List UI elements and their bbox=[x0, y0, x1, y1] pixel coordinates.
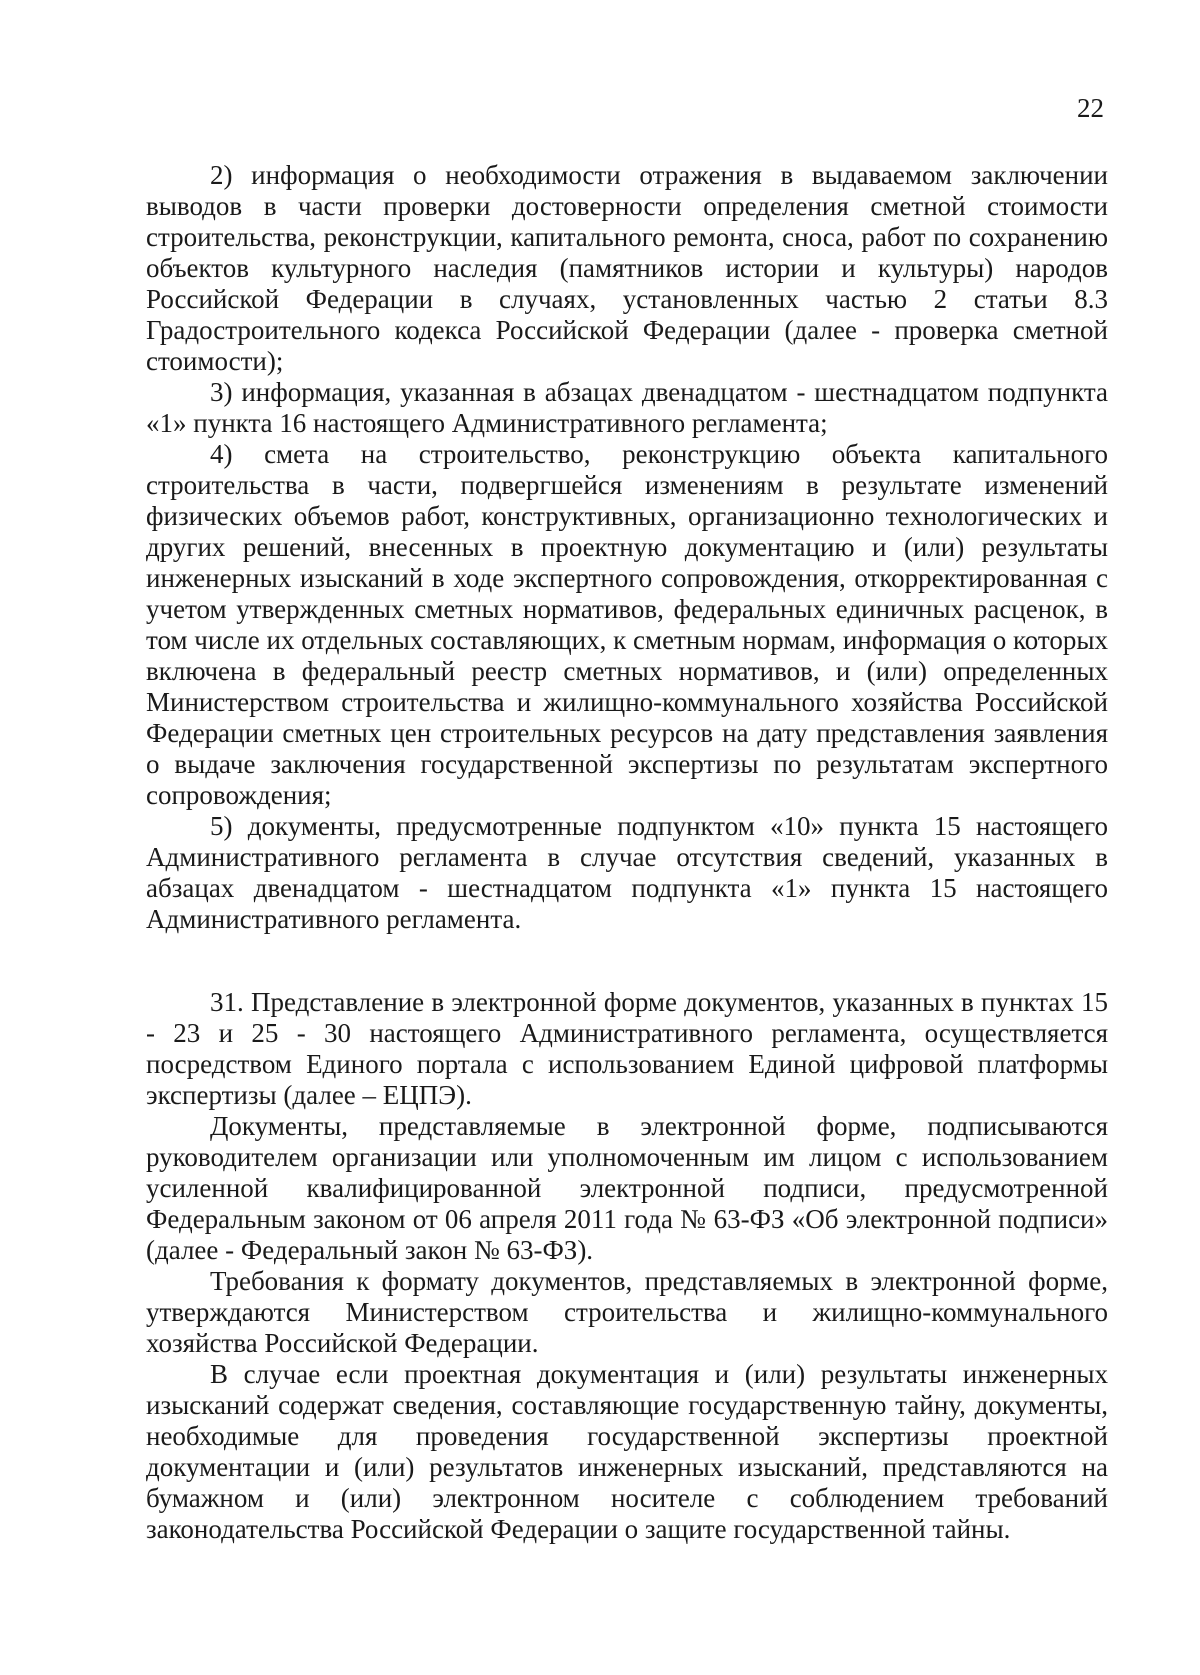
section-gap bbox=[146, 935, 1108, 987]
paragraph-state-secret: В случае если проектная документация и (или) результаты инженерных изысканий содержат сведения, составляющие государственную тайну, документы, необходимые для проведения государственной экспертизы проектной документации и (или) результатов инженерных изысканий, представляются на бумажном и (или) электронном носителе с соблюдением требований законодательства Российской Федерации о защите государственной тайны. bbox=[146, 1359, 1108, 1544]
paragraph-item-5: 5) документы, предусмотренные подпунктом «10» пункта 15 настоящего Административного регламента в случае отсутствия сведений, указанных в абзацах двенадцатом - шестнадцатом подпункта «1» пункта 15 настоящего Административного регламента. bbox=[146, 811, 1108, 934]
document-body bbox=[146, 160, 1108, 1545]
paragraph-item-3: 3) информация, указанная в абзацах двенадцатом - шестнадцатом подпункта «1» пункта 16 настоящего Административного регламента; bbox=[146, 377, 1108, 438]
paragraph-signature-requirements: Документы, представляемые в электронной форме, подписываются руководителем организации или уполномоченным им лицом с использованием усиленной квалифицированной электронной подписи, предусмотренной Федеральным законом от 06 апреля 2011 года № 63-ФЗ «Об электронной подписи» (далее - Федеральный закон № 63-ФЗ). bbox=[146, 1111, 1108, 1265]
paragraph-clause-31: 31. Представление в электронной форме документов, указанных в пунктах 15 - 23 и 25 - 30 настоящего Административного регламента, осуществляется посредством Единого портала с использованием Единой цифровой платформы экспертизы (далее – ЕЦПЭ). bbox=[146, 987, 1108, 1110]
paragraph-item-4: 4) смета на строительство, реконструкцию объекта капитального строительства в части, подвергшейся изменениям в результате изменений физических объемов работ, конструктивных, организационно технологических и других решений, внесенных в проектную документацию и (или) результаты инженерных изысканий в ходе экспертного сопровождения, откорректированная с учетом утвержденных сметных нормативов, федеральных единичных расценок, в том числе их отдельных составляющих, к сметным нормам, информация о которых включена в федеральный реестр сметных нормативов, и (или) определенных Министерством строительства и жилищно-коммунального хозяйства Российской Федерации сметных цен строительных ресурсов на дату представления заявления о выдаче заключения государственной экспертизы по результатам экспертного сопровождения; bbox=[146, 439, 1108, 810]
paragraph-format-requirements: Требования к формату документов, представляемых в электронной форме, утверждаются Министерством строительства и жилищно-коммунального хозяйства Российской Федерации. bbox=[146, 1266, 1108, 1358]
paragraph-item-2: 2) информация о необходимости отражения в выдаваемом заключении выводов в части проверки достоверности определения сметной стоимости строительства, реконструкции, капитального ремонта, сноса, работ по сохранению объектов культурного наследия (памятников истории и культуры) народов Российской Федерации в случаях, установленных частью 2 статьи 8.3 Градостроительного кодекса Российской Федерации (далее - проверка сметной стоимости); bbox=[146, 160, 1108, 376]
page-number: 22 bbox=[1077, 93, 1104, 123]
